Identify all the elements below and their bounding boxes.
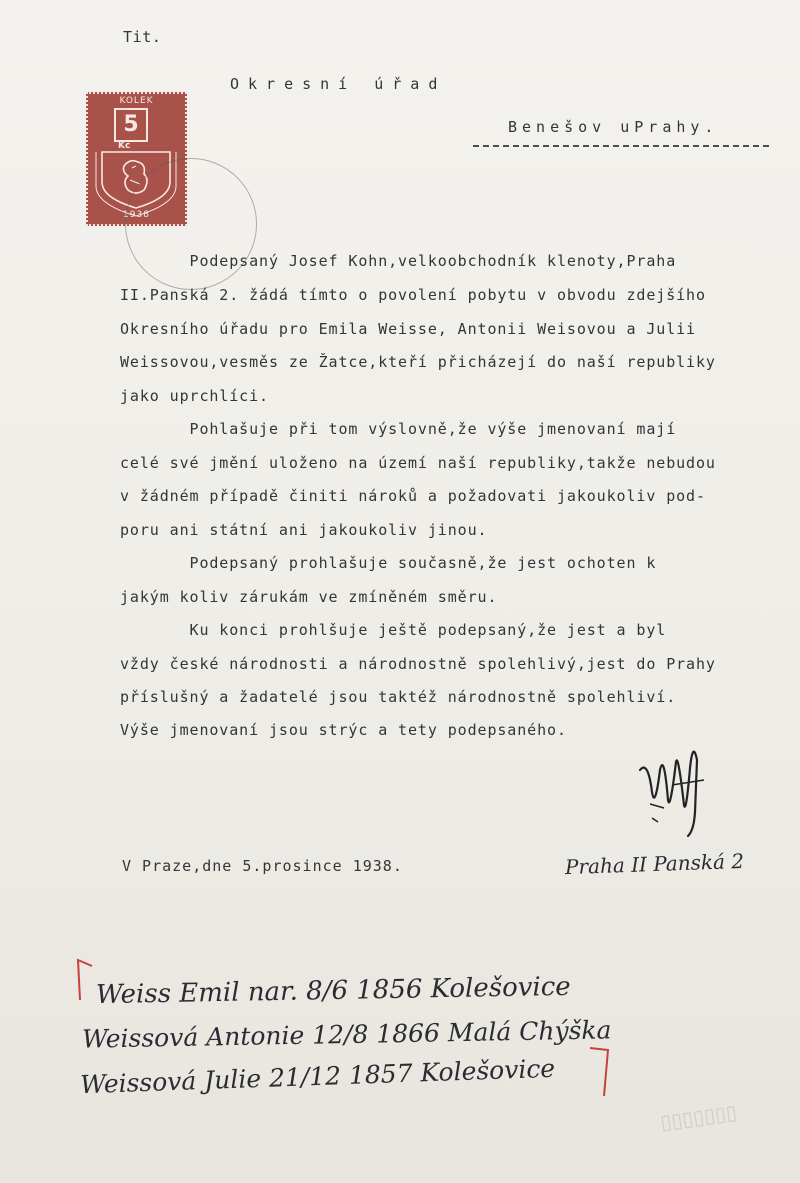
- handwritten-note: Weissová Julie 21/12 1857 Kolešovice: [79, 1053, 556, 1100]
- signature-address: Praha II Panská 2: [564, 848, 745, 880]
- stamp-header: KOLEK: [119, 96, 154, 106]
- body-line: jako uprchlíci.: [120, 387, 269, 405]
- body-line: Podepsaný Josef Kohn,velkoobchodník klenoty,Praha: [120, 252, 677, 270]
- stamp-year: 1938: [123, 210, 150, 220]
- body-line: vždy české národnosti a národnostně spolehlivý,jest do Prahy: [120, 655, 716, 673]
- body-line: Pohlašuje při tom výslovně,že výše jmenovaní mají: [120, 420, 677, 438]
- handwritten-note: Weiss Emil nar. 8/6 1856 Kolešovice: [95, 971, 571, 1011]
- body-line: II.Panská 2. žádá tímto o povolení pobytu v obvodu zdejšího: [120, 286, 706, 304]
- body-line: Ku konci prohlšuje ještě podepsaný,že jest a byl: [120, 621, 667, 639]
- date-line: V Praze,dne 5.prosince 1938.: [122, 857, 403, 875]
- body-line: celé své jmění uloženo na území naší republiky,takže nebudou: [120, 454, 716, 472]
- body-line: Okresního úřadu pro Emila Weisse, Antonii Weisovou a Julii: [120, 320, 696, 338]
- body-line: poru ani státní ani jakoukoliv jinou.: [120, 521, 488, 539]
- body-line: Weissovou,vesměs ze Žatce,kteří přicházejí do naší republiky: [120, 353, 716, 371]
- stamp-value: 5: [114, 108, 148, 142]
- body-line: v žádném případě činiti nároků a požadovati jakoukoliv pod-: [120, 487, 706, 505]
- body-line: příslušný a žadatelé jsou taktéž národnostně spolehliví.: [120, 688, 677, 706]
- body-line: Podepsaný prohlašuje současně,že jest ochoten k: [120, 554, 657, 572]
- body-line: jakým koliv zárukám ve zmíněném směru.: [120, 588, 498, 606]
- body-line: Výše jmenovaní jsou strýc a tety podepsaného.: [120, 721, 567, 739]
- faded-stamp-mark: ▯▯▯▯▯▯▯: [658, 1099, 739, 1135]
- stamp-unit: Kč: [118, 141, 131, 151]
- recipient-place: Benešov uPrahy.: [508, 118, 719, 136]
- salutation: Tit.: [123, 28, 162, 46]
- handwritten-note: Weissová Antonie 12/8 1866 Malá Chýška: [81, 1015, 612, 1054]
- recipient-office: Okresní úřad: [230, 75, 447, 93]
